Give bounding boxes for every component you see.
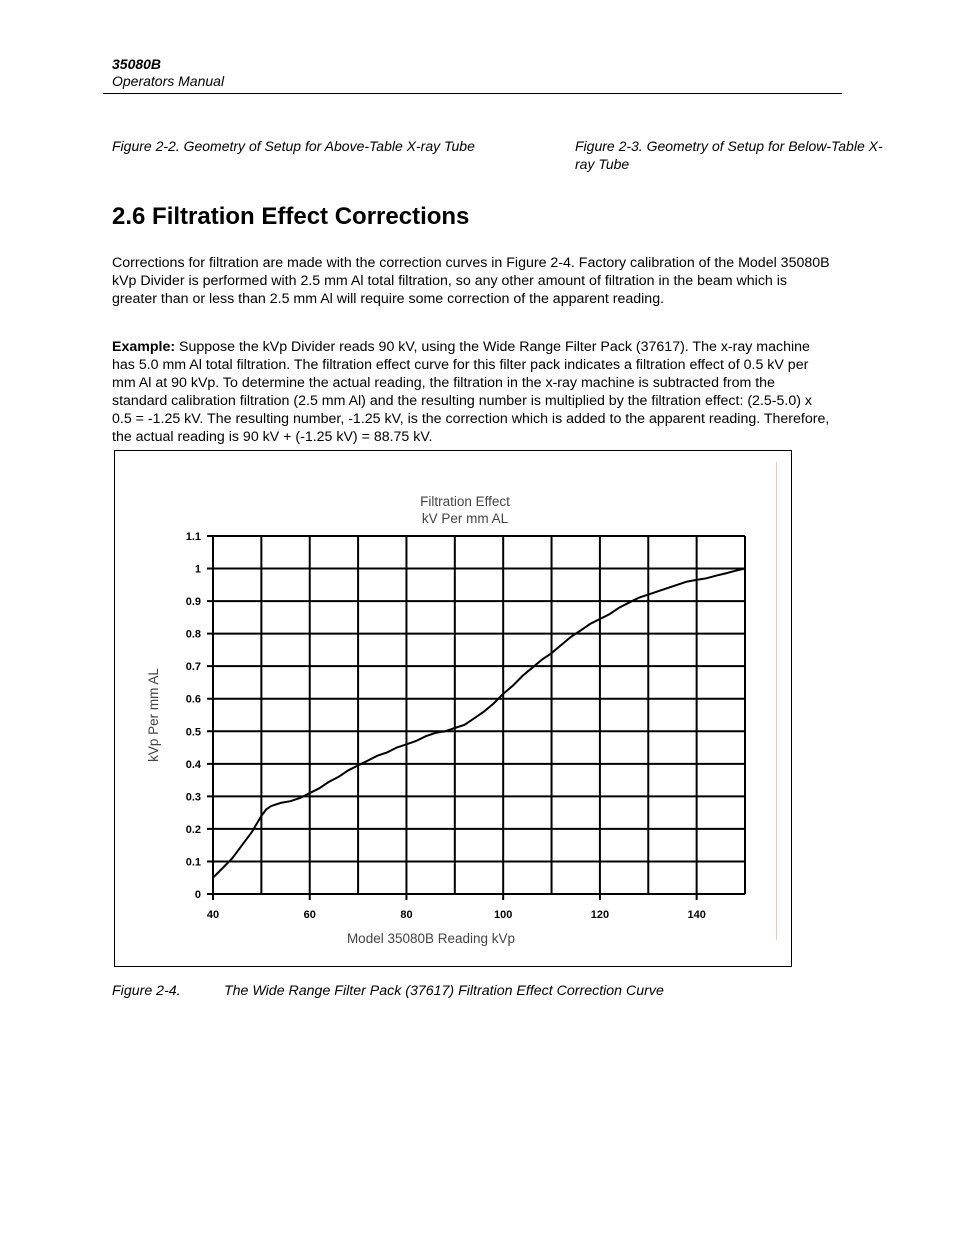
y-tick-label: 0.7	[185, 661, 201, 674]
y-tick-label: 1.1	[185, 531, 201, 543]
figure-caption-text: The Wide Range Filter Pack (37617) Filtration Effect Correction Curve	[224, 983, 664, 999]
y-tick-label: 0.9	[185, 596, 201, 609]
x-tick-label: 60	[303, 909, 316, 921]
y-tick-label: 0.3	[185, 791, 201, 804]
figure-2-4-frame	[114, 450, 792, 967]
y-tick-label: 0.1	[185, 856, 201, 869]
x-tick-label: 120	[590, 909, 610, 921]
y-tick-label: 0	[194, 889, 201, 901]
example-label: Example:	[112, 339, 176, 355]
chart-subtitle: kV Per mm AL	[421, 511, 509, 526]
y-tick-label: 1	[194, 563, 201, 576]
x-tick-label: 140	[687, 909, 706, 921]
series-line-filtration-effect	[213, 569, 745, 878]
chart-title: Filtration Effect	[420, 494, 510, 509]
y-axis-label: kVp Per mm AL	[146, 668, 161, 762]
figure-number: Figure 2-4.	[112, 983, 181, 999]
paragraph-example	[112, 338, 834, 446]
y-tick-label: 0.6	[185, 693, 201, 706]
section-title: 2.6 Filtration Effect Corrections	[112, 203, 470, 230]
y-tick-label: 0.4	[185, 758, 201, 771]
x-tick-label: 40	[206, 909, 220, 921]
filtration-effect-chart	[115, 451, 791, 966]
figure-2-2-caption: Figure 2-2. Geometry of Setup for Above-Table X-ray Tube	[112, 138, 475, 154]
y-tick-label: 0.2	[185, 823, 201, 836]
figure-2-4-caption	[112, 982, 664, 1000]
x-tick-label: 100	[494, 909, 513, 921]
paragraph-intro: Corrections for filtration are made with the correction curves in Figure 2-4. Factory calibration of the Model 35080B kVp Divider is performed with 2.5 mm Al total filtration, so any other amount of filtration in the beam which is greater than or less than 2.5 mm Al will require some correction of the apparent reading.	[112, 255, 830, 307]
figure-2-3-caption: Figure 2-3. Geometry of Setup for Below-Table X-ray Tube	[575, 138, 883, 172]
header-rule	[103, 93, 842, 94]
x-axis-label: Model 35080B Reading kVp	[346, 931, 516, 946]
page-header	[112, 56, 842, 90]
x-tick-label: 80	[400, 909, 413, 921]
document-subtitle: Operators Manual	[112, 73, 225, 89]
y-tick-label: 0.5	[185, 726, 201, 739]
document-id: 35080B	[112, 56, 162, 72]
y-tick-label: 0.8	[185, 628, 201, 641]
example-text: Suppose the kVp Divider reads 90 kV, using the Wide Range Filter Pack (37617). The x-ray machine has 5.0 mm Al total filtration. The filtration effect curve for this filter pack indicates a filtration effect of 0.5 kV per mm Al at 90 kVp. To determine the actual reading, the filtration in the x-ray machine is subtracted from the standard calibration filtration (2.5 mm Al) and the resulting number is multiplied by the filtration effect: (2.5-5.0) x 0.5 = -1.25 kV. The resulting number, -1.25 kV, is the correction which is added to the apparent reading. Therefore, the actual reading is 90 kV + (-1.25 kV) = 88.75 kV.	[112, 339, 830, 445]
margin-line	[776, 462, 777, 940]
